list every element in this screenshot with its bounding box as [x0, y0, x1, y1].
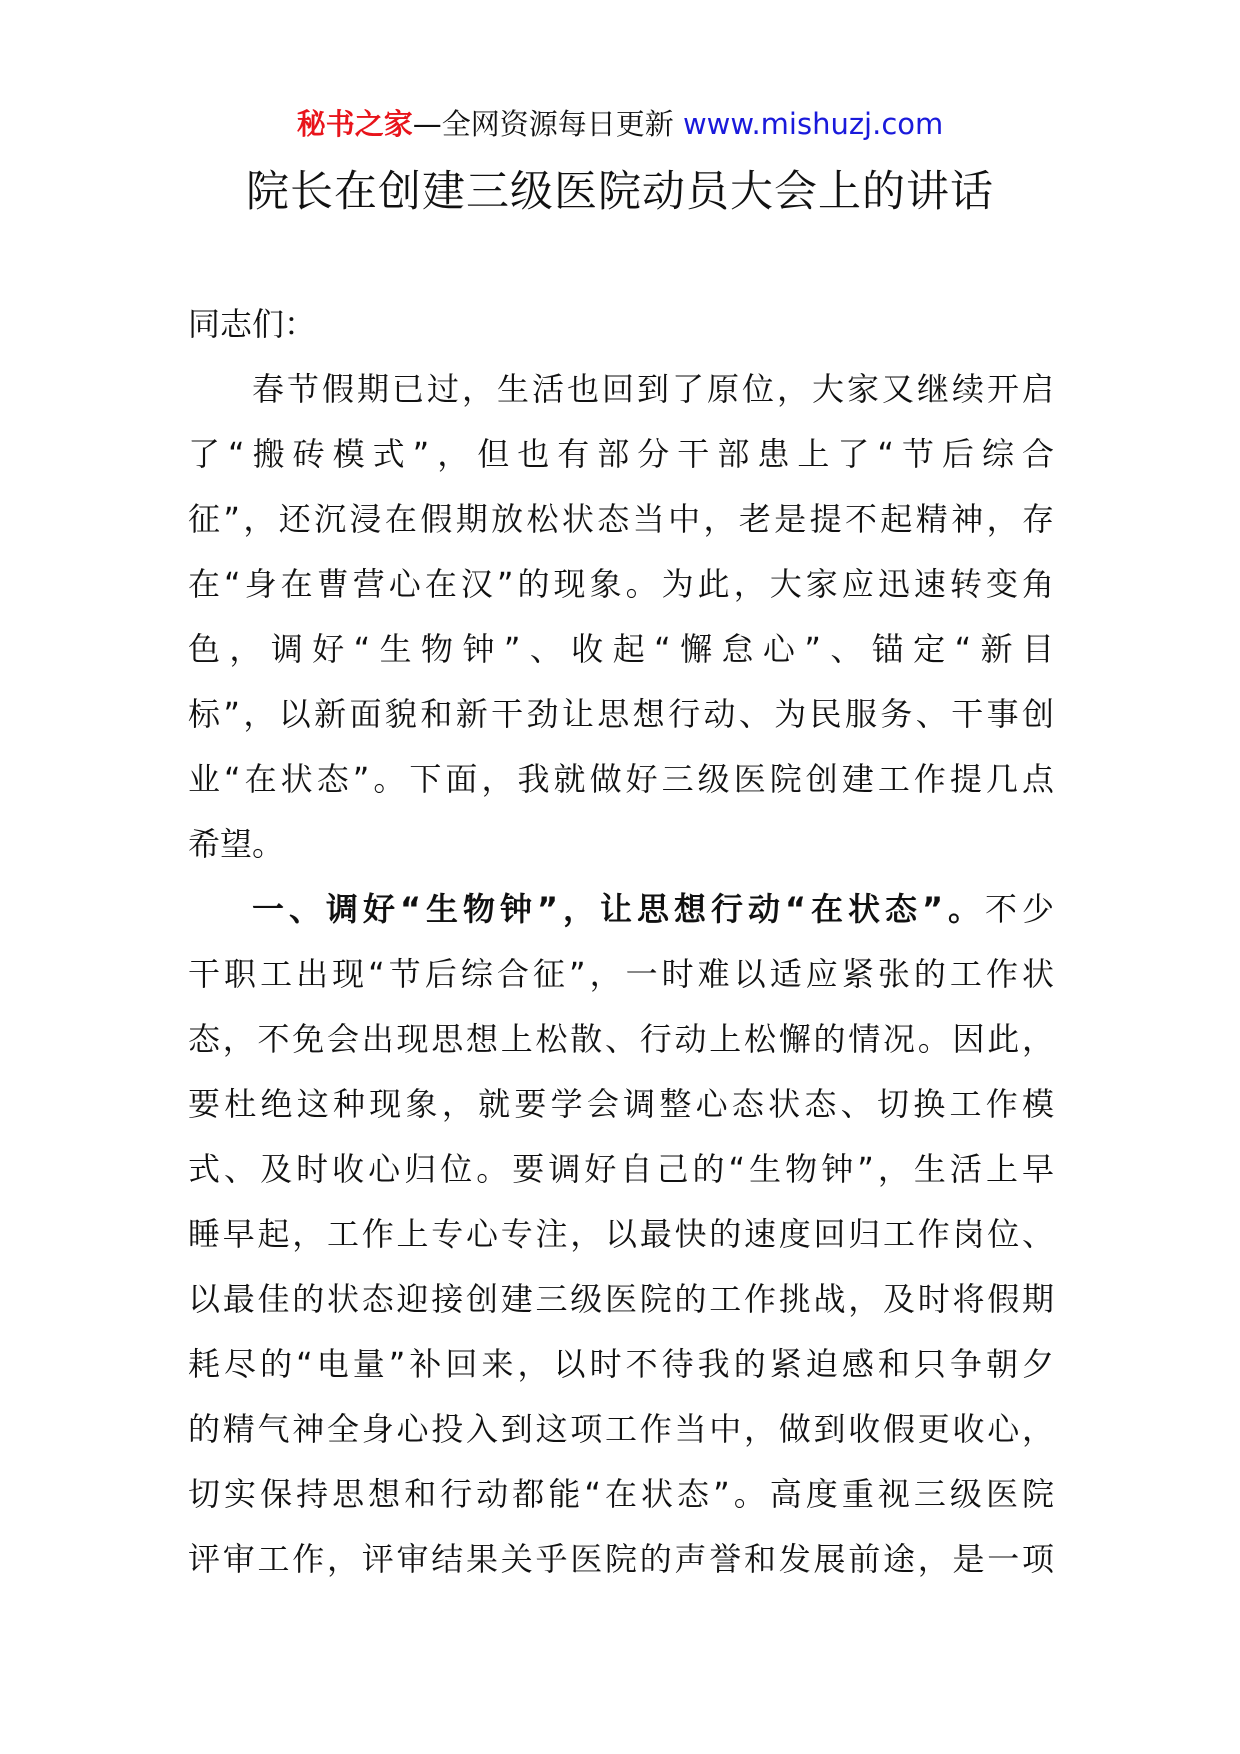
paragraph-line: 要杜绝这种现象，就要学会调整心态状态、切换工作模 [188, 1085, 1054, 1123]
paragraph-line: 色，调好“生物钟”、收起“懈怠心”、锚定“新目 [188, 630, 1054, 668]
paragraph-line: 式、及时收心归位。要调好自己的“生物钟”，生活上早 [188, 1150, 1054, 1188]
section-1 [188, 877, 1054, 1592]
paragraph-line: 在“身在曹营心在汉”的现象。为此，大家应迅速转变角 [188, 565, 1054, 603]
header-tagline: —全网资源每日更新 [412, 107, 683, 141]
paragraph-line: 以最佳的状态迎接创建三级医院的工作挑战，及时将假期 [188, 1280, 1054, 1318]
paragraph-line: 征”，还沉浸在假期放松状态当中，老是提不起精神，存 [188, 500, 1054, 538]
site-url[interactable]: www.mishuzj.com [682, 107, 944, 141]
paragraph-line: 耗尽的“电量”补回来，以时不待我的紧迫感和只争朝夕 [188, 1345, 1054, 1383]
paragraph-line: 希望。 [188, 825, 285, 863]
paragraph-line: 睡早起，工作上专心专注，以最快的速度回归工作岗位、 [188, 1215, 1054, 1253]
paragraph-intro [188, 357, 1054, 877]
paragraph-line: 标”，以新面貌和新干劲让思想行动、为民服务、干事创 [188, 695, 1054, 733]
document-body [188, 292, 1054, 1592]
paragraph-text: 不少 [984, 890, 1054, 928]
paragraph-line: 春节假期已过，生活也回到了原位，大家又继续开启 [252, 370, 1054, 408]
paragraph-line: 态，不免会出现思想上松散、行动上松懈的情况。因此， [188, 1020, 1054, 1058]
paragraph-line: 的精气神全身心投入到这项工作当中，做到收假更收心， [188, 1410, 1054, 1448]
paragraph-line: 评审工作，评审结果关乎医院的声誉和发展前途，是一项 [188, 1540, 1054, 1578]
brand-name: 秘书之家 [296, 107, 413, 141]
salutation: 同志们： [188, 305, 317, 343]
paragraph-line: 切实保持思想和行动都能“在状态”。高度重视三级医院 [188, 1475, 1054, 1513]
section-heading: 一、调好“生物钟”，让思想行动“在状态”。 [252, 890, 985, 928]
paragraph-line: 业“在状态”。下面，我就做好三级医院创建工作提几点 [188, 760, 1054, 798]
document-title: 院长在创建三级医院动员大会上的讲话 [246, 167, 994, 217]
paragraph-line: 干职工出现“节后综合征”，一时难以适应紧张的工作状 [188, 955, 1054, 993]
paragraph-line: 了“搬砖模式”，但也有部分干部患上了“节后综合 [188, 435, 1054, 473]
site-header [0, 104, 1240, 144]
section-heading-line [188, 877, 1054, 942]
